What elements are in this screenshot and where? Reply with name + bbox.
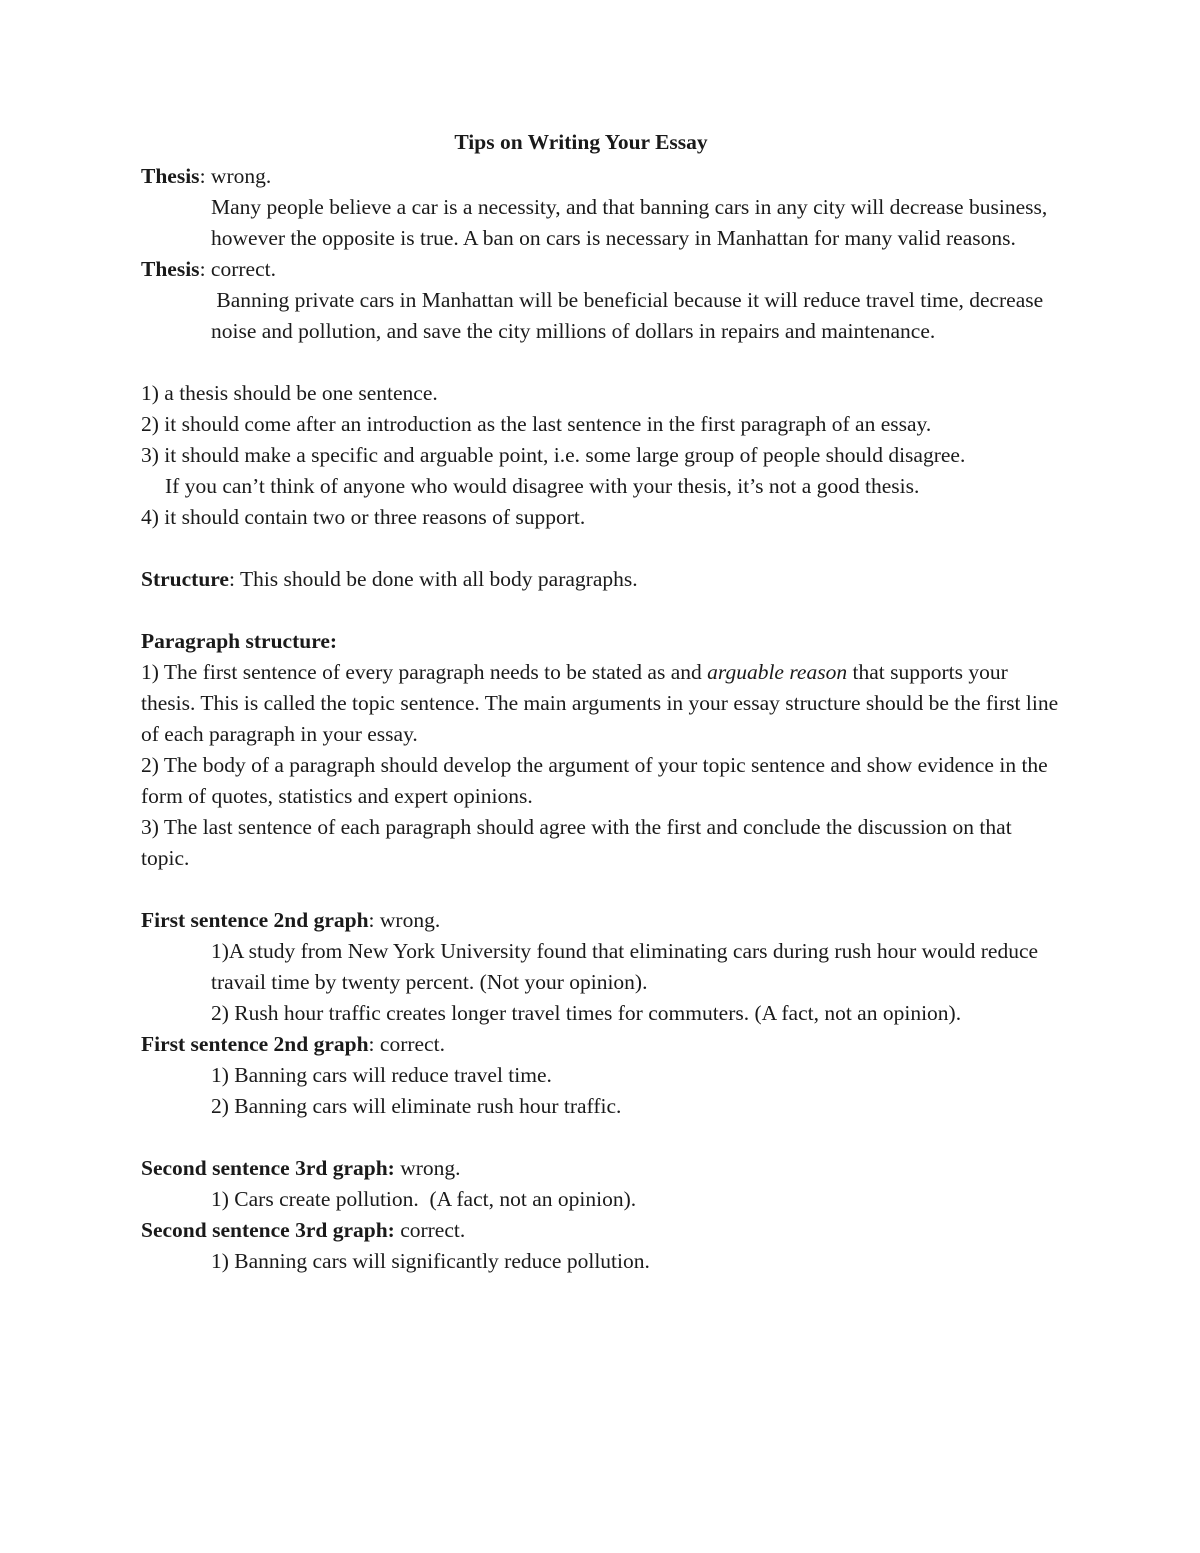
second-sentence-correct-heading: [141, 1215, 1061, 1246]
thesis-rule: 1) a thesis should be one sentence.: [141, 381, 438, 405]
paragraph-structure-item-1: 1) The first sentence of every paragraph needs to be stated as and arguable reason that supports your thesis. This is called the topic sentence. The main arguments in your essay structure should be the first line of each paragraph in your essay.: [141, 660, 1059, 746]
first-sentence-correct-heading: [141, 1029, 1061, 1060]
second-sentence-wrong-heading: [141, 1153, 1061, 1184]
paragraph-structure-heading: [141, 626, 1061, 657]
spacer: [141, 533, 1061, 564]
thesis-correct-heading: [141, 254, 1061, 285]
first-sentence-wrong-label: First sentence 2nd graph: [141, 908, 369, 932]
paragraph-structure-item-2: 2) The body of a paragraph should develop the argument of your topic sentence and show evidence in the form of quotes, statistics and expert opinions.: [141, 753, 1048, 808]
paragraph-structure-item-3: 3) The last sentence of each paragraph should agree with the first and conclude the discussion on that topic.: [141, 815, 1012, 870]
document-page: [141, 124, 1061, 1277]
thesis-wrong-heading: [141, 161, 1061, 192]
thesis-rule: 2) it should come after an introduction as the last sentence in the first paragraph of an essay.: [141, 412, 932, 436]
thesis-wrong-example: Many people believe a car is a necessity, and that banning cars in any city will decrease business, however the opposite is true. A ban on cars is necessary in Manhattan for many valid reasons.: [211, 195, 1048, 250]
first-sentence-correct-item: 2) Banning cars will eliminate rush hour traffic.: [211, 1094, 622, 1118]
thesis-wrong-verdict: : wrong.: [199, 164, 272, 188]
second-sentence-wrong-verdict: wrong.: [394, 1156, 461, 1180]
first-sentence-correct-label: First sentence 2nd graph: [141, 1032, 369, 1056]
paragraph-structure-label: Paragraph structure:: [141, 629, 338, 653]
thesis-correct-label: Thesis: [141, 257, 200, 281]
structure-line: [141, 564, 1061, 595]
thesis-correct-example: Banning private cars in Manhattan will be beneficial because it will reduce travel time, decrease noise and pollution, and save the city millions of dollars in repairs and maintenance.: [211, 288, 1049, 343]
second-sentence-correct-label: Second sentence 3rd graph:: [141, 1218, 395, 1242]
arguable-reason-emphasis: arguable reason: [707, 660, 848, 684]
first-sentence-correct-item: 1) Banning cars will reduce travel time.: [211, 1063, 552, 1087]
first-sentence-wrong-verdict: : wrong.: [368, 908, 441, 932]
first-sentence-wrong-heading: [141, 905, 1061, 936]
thesis-rule: 3) it should make a specific and arguable point, i.e. some large group of people should disagree.: [141, 443, 966, 467]
thesis-rule: 4) it should contain two or three reasons of support.: [141, 505, 586, 529]
structure-label: Structure: [141, 567, 229, 591]
second-sentence-wrong-item: 1) Cars create pollution. (A fact, not an opinion).: [211, 1187, 637, 1211]
spacer: [141, 874, 1061, 905]
document-title: Tips on Writing Your Essay: [454, 130, 708, 154]
second-sentence-wrong-label: Second sentence 3rd graph:: [141, 1156, 395, 1180]
thesis-rule-continuation: If you can’t think of anyone who would disagree with your thesis, it’s not a good thesis.: [165, 474, 920, 498]
second-sentence-correct-verdict: correct.: [394, 1218, 466, 1242]
spacer: [141, 1122, 1061, 1153]
first-sentence-wrong-item: 2) Rush hour traffic creates longer travel times for commuters. (A fact, not an opinion).: [211, 1001, 962, 1025]
thesis-wrong-label: Thesis: [141, 164, 200, 188]
thesis-correct-verdict: : correct.: [199, 257, 276, 281]
second-sentence-correct-item: 1) Banning cars will significantly reduce pollution.: [211, 1249, 650, 1273]
first-sentence-wrong-item: 1)A study from New York University found that eliminating cars during rush hour would reduce travail time by twenty percent. (Not your opinion).: [211, 939, 1039, 994]
spacer: [141, 347, 1061, 378]
first-sentence-correct-verdict: : correct.: [368, 1032, 445, 1056]
spacer: [141, 595, 1061, 626]
structure-text: : This should be done with all body paragraphs.: [228, 567, 638, 591]
